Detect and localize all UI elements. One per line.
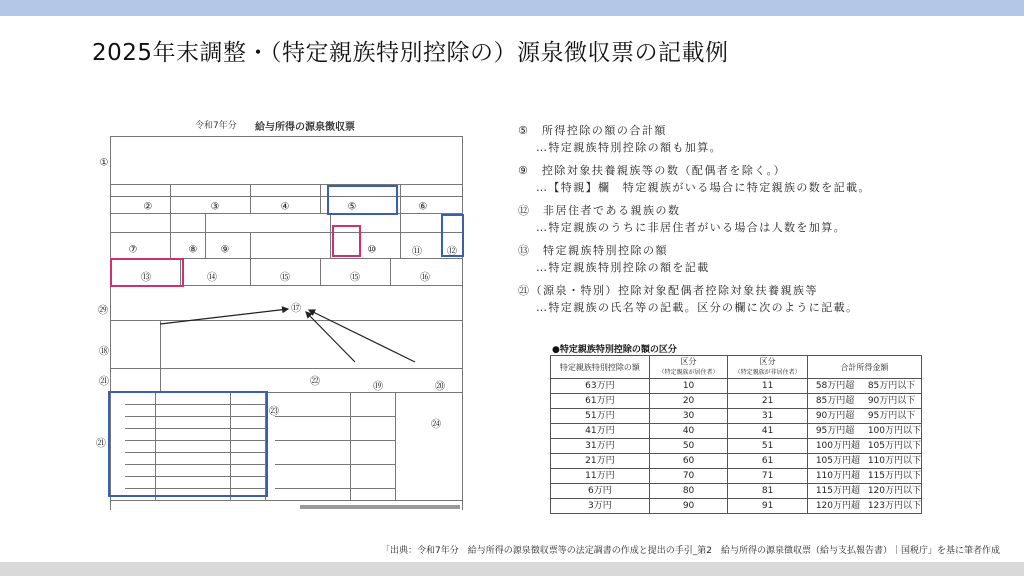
form-line bbox=[110, 136, 462, 137]
form-header bbox=[95, 118, 375, 132]
cell-nonresident: 51 bbox=[728, 439, 807, 454]
form-line bbox=[350, 392, 351, 500]
header-resident-label: 区分 bbox=[680, 357, 697, 366]
cell-income bbox=[807, 454, 921, 469]
cell-income bbox=[807, 499, 921, 514]
box-5-highlight bbox=[327, 185, 398, 215]
form-line bbox=[320, 184, 321, 213]
cell-amount: 6万円 bbox=[551, 484, 650, 499]
note-item bbox=[518, 282, 998, 316]
income-to: 115万円以下 bbox=[867, 470, 921, 481]
income-from: 58万円超 bbox=[815, 380, 855, 391]
cell-income bbox=[807, 409, 921, 424]
income-from: 120万円超 bbox=[815, 500, 860, 511]
header-nonresident-sub: （特定親族が非居住者） bbox=[734, 369, 801, 376]
form-line bbox=[275, 488, 395, 489]
income-to: 95万円以下 bbox=[867, 410, 916, 421]
cell-amount: 51万円 bbox=[551, 409, 650, 424]
form-line bbox=[330, 213, 331, 258]
income-from: 85万円超 bbox=[815, 395, 855, 406]
form-footer-bar bbox=[300, 505, 460, 509]
header-nonresident-label: 区分 bbox=[759, 357, 776, 366]
income-to: 100万円以下 bbox=[867, 425, 921, 436]
page-title: 2025年末調整・（特定親族特別控除の）源泉徴収票の記載例 bbox=[92, 40, 729, 66]
table-title: ●特定親族特別控除の額の区分 bbox=[552, 345, 677, 355]
cell-nonresident: 11 bbox=[728, 379, 807, 394]
note-detail: …特定親族特別控除の額も加算。 bbox=[536, 141, 722, 154]
cell-amount: 3万円 bbox=[551, 499, 650, 514]
form-line bbox=[205, 213, 206, 258]
cell-nonresident: 31 bbox=[728, 409, 807, 424]
marker-20: ⑳ bbox=[435, 381, 445, 393]
header-amount: 特定親族特別控除の額 bbox=[551, 356, 650, 379]
income-from: 115万円超 bbox=[815, 485, 860, 496]
form-line bbox=[400, 184, 401, 213]
note-heading: ⑨ 控除対象扶養親族等の数（配偶者を除く。） bbox=[518, 164, 787, 177]
table-row bbox=[551, 499, 922, 514]
marker-24: ㉔ bbox=[431, 419, 441, 431]
marker-18: ⑱ bbox=[99, 346, 109, 358]
marker-9: ⑨ bbox=[220, 244, 230, 256]
cell-nonresident: 81 bbox=[728, 484, 807, 499]
note-heading: ⑤ 所得控除の額の合計額 bbox=[518, 124, 667, 137]
cell-resident: 60 bbox=[649, 454, 728, 469]
cell-nonresident: 71 bbox=[728, 469, 807, 484]
form-line bbox=[400, 213, 401, 258]
note-heading: ⑬ 特定親族特別控除の額 bbox=[518, 244, 668, 257]
marker-14: ⑭ bbox=[207, 272, 217, 284]
income-to: 105万円以下 bbox=[867, 440, 921, 451]
table-row bbox=[551, 439, 922, 454]
cell-resident: 80 bbox=[649, 484, 728, 499]
cell-amount: 21万円 bbox=[551, 454, 650, 469]
table-row bbox=[551, 379, 922, 394]
top-accent-bar bbox=[0, 0, 1024, 16]
marker-6: ⑥ bbox=[418, 201, 428, 213]
form-line bbox=[170, 213, 171, 258]
header-nonresident bbox=[728, 356, 807, 379]
box-21-highlight bbox=[108, 391, 268, 497]
note-detail: …特定親族の氏名等の記載。区分の欄に次のように記載。 bbox=[536, 301, 859, 314]
marker-21b: ㉑ bbox=[96, 438, 106, 450]
deduction-category-table bbox=[550, 355, 922, 514]
marker-21a: ㉑ bbox=[99, 376, 109, 388]
form-line bbox=[110, 184, 462, 185]
form-line bbox=[275, 440, 395, 441]
note-item bbox=[518, 122, 998, 156]
form-line bbox=[160, 320, 161, 392]
cell-nonresident: 91 bbox=[728, 499, 807, 514]
header-income: 合計所得金額 bbox=[807, 356, 921, 379]
cell-resident: 90 bbox=[649, 499, 728, 514]
cell-resident: 10 bbox=[649, 379, 728, 394]
form-line bbox=[110, 232, 462, 233]
marker-23: ㉓ bbox=[269, 406, 279, 418]
notes-list bbox=[518, 122, 998, 322]
marker-16: ⑯ bbox=[420, 272, 430, 284]
note-item bbox=[518, 162, 998, 196]
form-line bbox=[110, 196, 462, 197]
cell-income bbox=[807, 484, 921, 499]
cell-income bbox=[807, 424, 921, 439]
cell-income bbox=[807, 469, 921, 484]
cell-income bbox=[807, 439, 921, 454]
cell-resident: 70 bbox=[649, 469, 728, 484]
cell-nonresident: 61 bbox=[728, 454, 807, 469]
form-line bbox=[275, 416, 395, 417]
cell-amount: 63万円 bbox=[551, 379, 650, 394]
table-row bbox=[551, 469, 922, 484]
income-to: 110万円以下 bbox=[867, 455, 921, 466]
form-line bbox=[110, 320, 462, 321]
form-title: 給与所得の源泉徴収票 bbox=[255, 122, 355, 133]
form-line bbox=[250, 184, 251, 213]
cell-resident: 40 bbox=[649, 424, 728, 439]
box-10-highlight bbox=[332, 225, 361, 257]
note-detail: …特定親族特別控除の額を記載 bbox=[536, 261, 710, 274]
marker-5: ⑤ bbox=[347, 201, 357, 213]
table-row bbox=[551, 409, 922, 424]
header-resident bbox=[649, 356, 728, 379]
marker-19: ⑲ bbox=[373, 381, 383, 393]
arrow-line bbox=[309, 310, 415, 362]
form-line bbox=[110, 213, 462, 214]
note-detail: …【特親】欄 特定親族がいる場合に特定親族の数を記載。 bbox=[536, 181, 871, 194]
marker-29: ㉙ bbox=[98, 305, 108, 317]
marker-7: ⑦ bbox=[128, 244, 138, 256]
form-line bbox=[462, 136, 463, 510]
form-line bbox=[110, 500, 462, 501]
header-resident-sub: （特定親族が居住者） bbox=[658, 369, 719, 376]
source-citation: 「出典：令和7年分 給与所得の源泉徴収票等の法定調書の作成と提出の手引_第2 給与所得の源泉徴収票（給与支払報告書）｜国税庁」を基に筆者作成 bbox=[381, 546, 1000, 556]
income-from: 105万円超 bbox=[815, 455, 860, 466]
marker-8: ⑧ bbox=[188, 244, 198, 256]
form-line bbox=[250, 258, 251, 285]
income-from: 100万円超 bbox=[815, 440, 860, 451]
note-item bbox=[518, 242, 998, 276]
cell-income bbox=[807, 394, 921, 409]
marker-3: ③ bbox=[210, 201, 220, 213]
form-line bbox=[320, 258, 321, 285]
income-from: 90万円超 bbox=[815, 410, 855, 421]
income-from: 110万円超 bbox=[815, 470, 860, 481]
cell-income bbox=[807, 379, 921, 394]
marker-2: ② bbox=[143, 201, 153, 213]
form-era: 令和7年分 bbox=[195, 121, 237, 131]
marker-10: ⑩ bbox=[367, 244, 377, 256]
marker-1: ① bbox=[99, 157, 109, 169]
marker-22: ㉒ bbox=[310, 376, 320, 388]
cell-amount: 61万円 bbox=[551, 394, 650, 409]
cell-amount: 11万円 bbox=[551, 469, 650, 484]
income-from: 95万円超 bbox=[815, 425, 855, 436]
marker-13: ⑬ bbox=[141, 272, 151, 284]
income-to: 90万円以下 bbox=[867, 395, 916, 406]
cell-resident: 30 bbox=[649, 409, 728, 424]
form-line bbox=[250, 232, 251, 258]
cell-nonresident: 21 bbox=[728, 394, 807, 409]
marker-15: ⑮ bbox=[280, 272, 290, 284]
cell-nonresident: 41 bbox=[728, 424, 807, 439]
marker-4: ④ bbox=[280, 201, 290, 213]
table-row bbox=[551, 454, 922, 469]
form-line bbox=[170, 184, 171, 213]
form-line bbox=[110, 368, 462, 369]
marker-11: ⑪ bbox=[412, 246, 422, 258]
cell-amount: 31万円 bbox=[551, 439, 650, 454]
form-line bbox=[390, 258, 391, 285]
table-row bbox=[551, 394, 922, 409]
table-header-row bbox=[551, 356, 922, 379]
form-line bbox=[275, 464, 395, 465]
marker-12: ⑫ bbox=[447, 246, 457, 258]
note-heading: ㉑（源泉・特別）控除対象配偶者控除対象扶養親族等 bbox=[518, 284, 818, 297]
table-row bbox=[551, 424, 922, 439]
form-line bbox=[395, 392, 396, 500]
note-item bbox=[518, 202, 998, 236]
note-detail: …特定親族のうちに非居住者がいる場合は人数を加算。 bbox=[536, 221, 846, 234]
note-heading: ⑫ 非居住者である親族の数 bbox=[518, 204, 681, 217]
marker-17: ⑰ bbox=[291, 303, 301, 315]
income-to: 123万円以下 bbox=[867, 500, 921, 511]
marker-16a: ⑮ bbox=[350, 272, 360, 284]
cell-amount: 41万円 bbox=[551, 424, 650, 439]
income-to: 85万円以下 bbox=[867, 380, 916, 391]
bottom-bar bbox=[0, 562, 1024, 576]
income-to: 120万円以下 bbox=[867, 485, 921, 496]
cell-resident: 20 bbox=[649, 394, 728, 409]
table-row bbox=[551, 484, 922, 499]
cell-resident: 50 bbox=[649, 439, 728, 454]
arrow-line bbox=[160, 309, 288, 324]
